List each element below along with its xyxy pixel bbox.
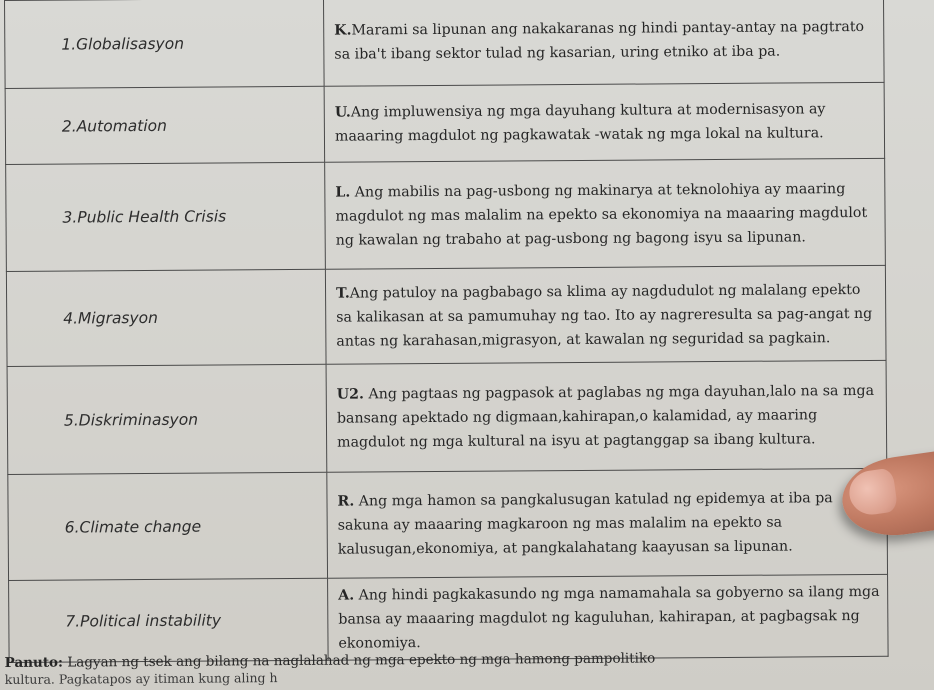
term-cell: 1.Globalisasyon (5, 0, 325, 88)
description-cell (324, 82, 885, 162)
instructions-label: Panuto: (4, 654, 64, 671)
instructions-text: Lagyan ng tsek ang bilang na naglalahad ng mga epekto ng mga hamong pampolitiko (62, 650, 656, 671)
term-cell: 7.Political instability (9, 578, 329, 662)
table-row (6, 158, 886, 271)
description-cell (326, 360, 887, 472)
answer-letter: U. (334, 104, 351, 121)
table-row (6, 265, 886, 366)
description-text: Marami sa lipunan ang nakakaranas ng hindi pantay-antay na pagtrato sa iba't ibang sektor tulad ng kasarian, uring etniko at iba pa. (334, 18, 865, 63)
instructions-line-2: kultura. Pagkatapos ay itiman kung aling h (4, 670, 278, 687)
answer-letter: T. (335, 285, 350, 302)
term-cell: 6.Climate change (8, 472, 328, 580)
term-cell: 3.Public Health Crisis (6, 162, 326, 271)
answer-letter: A. (338, 587, 355, 604)
term-cell: 2.Automation (5, 86, 325, 164)
answer-letter: R. (337, 493, 355, 510)
description-cell (327, 468, 888, 578)
answer-letter: L. (335, 184, 351, 201)
term-cell: 5.Diskriminasyon (7, 364, 327, 474)
table-row (5, 0, 885, 88)
description-text: Ang hindi pagkakasundo ng mga namamahala sa gobyerno sa ilang mga bansa ay maaaring magdulot ng kaguluhan, kahirapan, at pagbagsak ng ekonomiya. (338, 583, 880, 652)
answer-letter: K. (334, 22, 352, 39)
table-row (5, 82, 885, 164)
description-text: Ang patuloy na pagbabago sa klima ay nagdudulot ng malalang epekto sa kalikasan at sa pamumuhay ng tao. Ito ay nagreresulta sa pag-angat ng antas ng karahasan,migrasyon, at kawalan ng seguridad sa pagkain. (336, 281, 873, 350)
description-cell (328, 574, 889, 660)
description-cell (325, 158, 886, 269)
description-cell (323, 0, 884, 86)
table-row (7, 360, 887, 474)
table-row (8, 468, 888, 580)
term-cell: 4.Migrasyon (6, 269, 326, 366)
description-cell (325, 265, 886, 364)
answer-letter: U2. (336, 386, 365, 403)
fingernail (847, 468, 899, 518)
matching-table (4, 0, 889, 663)
description-text: Ang mga hamon sa pangkalusugan katulad ng epidemya at iba pa sakuna ay maaaring magkaroon ng mas malalim na epekto sa kalusugan,ekonomiya, at pangkalahatang kaayusan sa lipunan. (337, 490, 833, 558)
description-text: Ang pagtaas ng pagpasok at paglabas ng mga dayuhan,lalo na sa mga bansang apektado ng digmaan,kahirapan,o kalamidad, ay maaring magdulot ng mga kultural na isyu at pagtanggap sa ibang kultura. (336, 382, 875, 451)
description-text: Ang impluwensiya ng mga dayuhang kultura at modernisasyon ay maaaring magdulot ng pagkawatak -watak ng mga lokal na kultura. (334, 101, 826, 145)
table-row (9, 574, 889, 662)
instructions-line (5, 650, 656, 671)
description-text: Ang mabilis na pag-usbong ng makinarya at teknolohiya ay maaring magdulot ng mas malalim na epekto sa ekonomiya na maaaring magdulot ng kawalan ng trabaho at pag-usbong ng bagong isyu sa lipunan. (335, 180, 868, 249)
